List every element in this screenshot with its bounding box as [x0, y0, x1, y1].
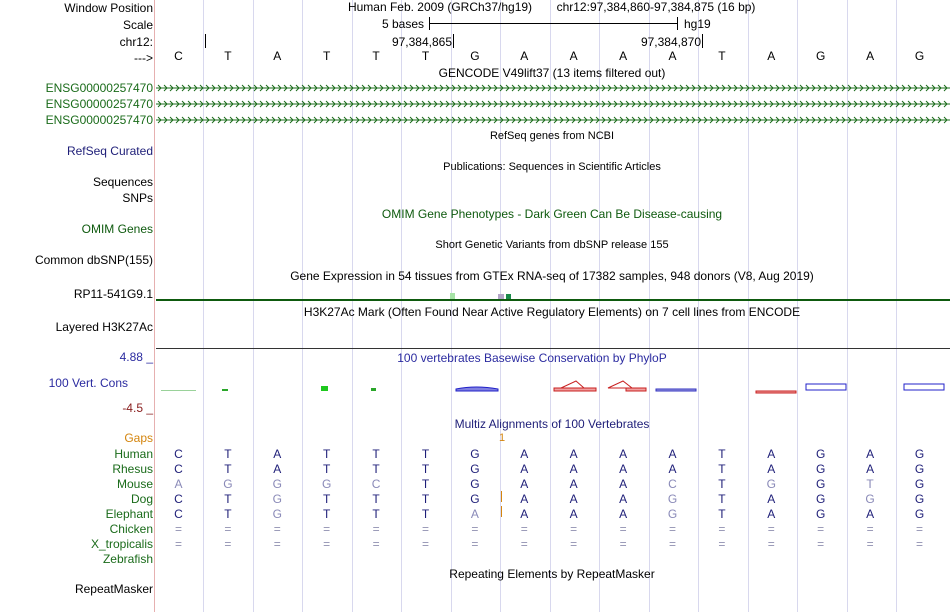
alignment-base: = [372, 537, 380, 551]
species-label[interactable]: Dog [130, 492, 153, 506]
gtex-expression-mark [506, 294, 511, 299]
alignment-base: G [470, 492, 480, 506]
alignment-base: A [569, 492, 578, 506]
alignment-base: G [223, 477, 233, 491]
chrom-label: chr12: [119, 35, 153, 49]
alignment-base: G [816, 507, 826, 521]
sequences-label[interactable]: Sequences [92, 175, 153, 189]
alignment-base: G [766, 477, 776, 491]
alignment-base: T [323, 447, 331, 461]
alignment-base: = [224, 537, 232, 551]
alignment-base: = [224, 522, 232, 536]
alignment-base: = [273, 522, 281, 536]
sequence-base: A [569, 49, 578, 63]
alignment-base: T [224, 507, 232, 521]
alignment-base: T [323, 507, 331, 521]
gencode-title: GENCODE V49lift37 (13 items filtered out) [438, 66, 666, 80]
alignment-base: C [174, 492, 183, 506]
alignment-base: T [323, 462, 331, 476]
gencode-item-label[interactable]: ENSG00000257470 [45, 113, 153, 127]
alignment-base: A [174, 477, 183, 491]
sequence-base: A [668, 49, 677, 63]
label-divider [154, 0, 155, 612]
alignment-base: C [174, 507, 183, 521]
alignment-base: T [718, 507, 726, 521]
alignment-base: G [470, 462, 480, 476]
alignment-base: G [816, 462, 826, 476]
alignment-base: T [718, 477, 726, 491]
ruler-tick [205, 34, 206, 48]
sequence-base: A [273, 49, 282, 63]
publications-title: Publications: Sequences in Scientific Articles [443, 161, 661, 173]
sequence-base: G [914, 49, 925, 63]
alignment-base: C [668, 477, 677, 491]
h3k27ac-title: H3K27Ac Mark (Often Found Near Active Regulatory Elements) on 7 cell lines from ENCODE [303, 305, 801, 319]
alignment-base: G [816, 492, 826, 506]
alignment-base: T [372, 462, 380, 476]
multiz-title: Multiz Alignments of 100 Vertebrates [454, 417, 650, 431]
alignment-base: A [866, 462, 875, 476]
alignment-base: A [569, 447, 578, 461]
sequence-base: T [224, 49, 232, 63]
scale-db: hg19 [684, 17, 711, 31]
alignment-base: A [866, 447, 875, 461]
alignment-base: A [520, 477, 529, 491]
alignment-base: = [323, 537, 331, 551]
gtex-expression-mark [450, 293, 455, 299]
gap-marker [501, 491, 502, 502]
alignment-base: = [421, 522, 429, 536]
alignment-base: G [914, 507, 925, 521]
window-position-label: Window Position [64, 1, 153, 15]
strand-arrow: ---> [134, 51, 153, 65]
alignment-base: A [619, 492, 628, 506]
alignment-base: T [421, 507, 430, 521]
alignment-base: G [272, 477, 282, 491]
alignment-base: = [866, 522, 874, 536]
repeatmasker-label[interactable]: RepeatMasker [74, 582, 153, 596]
alignment-base: T [718, 492, 726, 506]
coord-left: 97,384,865 [391, 35, 452, 49]
alignment-base: G [272, 507, 282, 521]
sequence-base: A [520, 49, 529, 63]
sequence-base: A [619, 49, 628, 63]
alignment-base: G [667, 507, 678, 521]
sequence-base: T [372, 49, 380, 63]
gtex-label[interactable]: RP11-541G9.1 [73, 287, 153, 301]
species-label[interactable]: X_tropicalis [90, 537, 153, 551]
alignment-base: = [866, 537, 874, 551]
alignment-base: T [372, 507, 380, 521]
alignment-base: = [619, 522, 627, 536]
alignment-base: A [619, 447, 628, 461]
alignment-base: = [174, 522, 182, 536]
alignment-base: A [619, 477, 628, 491]
scale-bar [429, 17, 678, 30]
alignment-base: = [273, 537, 281, 551]
alignment-base: G [816, 477, 826, 491]
alignment-base: C [174, 462, 183, 476]
alignment-base: T [421, 477, 430, 491]
alignment-base: G [470, 477, 480, 491]
alignment-base: = [471, 522, 479, 536]
alignment-base: A [619, 507, 628, 521]
alignment-base: T [421, 492, 430, 506]
alignment-base: A [520, 462, 529, 476]
species-label[interactable]: Elephant [105, 507, 153, 521]
alignment-base: A [273, 447, 282, 461]
alignment-base: A [767, 492, 776, 506]
alignment-base: G [914, 447, 925, 461]
alignment-base: G [914, 492, 925, 506]
alignment-base: A [520, 507, 529, 521]
omim-label[interactable]: OMIM Genes [81, 222, 153, 236]
gencode-item-label[interactable]: ENSG00000257470 [45, 81, 153, 95]
alignment-base: T [421, 462, 430, 476]
alignment-base: = [668, 537, 676, 551]
scale-text: 5 bases [381, 17, 424, 31]
alignment-base: = [767, 522, 775, 536]
sequence-base: G [816, 49, 826, 63]
refseq-title: RefSeq genes from NCBI [489, 130, 615, 142]
alignment-base: G [470, 447, 480, 461]
alignment-base: A [767, 462, 776, 476]
alignment-base: G [914, 477, 925, 491]
alignment-base: G [816, 447, 826, 461]
alignment-base: G [914, 462, 925, 476]
gencode-item-label[interactable]: ENSG00000257470 [45, 97, 153, 111]
alignment-base: = [915, 537, 923, 551]
alignment-base: = [817, 522, 825, 536]
alignment-base: G [322, 477, 332, 491]
scale-label: Scale [122, 18, 153, 32]
species-label[interactable]: Zebrafish [102, 552, 153, 566]
alignment-base: T [224, 462, 232, 476]
alignment-base: = [421, 537, 429, 551]
gap-count: 1 [499, 432, 506, 444]
alignment-base: = [718, 522, 726, 536]
gtex-gene-bar[interactable] [156, 299, 950, 301]
alignment-base: = [174, 537, 182, 551]
alignment-base: T [323, 492, 331, 506]
alignment-base: A [668, 447, 677, 461]
coord-right: 97,384,870 [640, 35, 701, 49]
alignment-base: C [174, 447, 183, 461]
alignment-base: = [520, 522, 528, 536]
phylop-conservation-plot[interactable] [156, 378, 950, 398]
alignment-base: A [767, 447, 776, 461]
alignment-base: = [915, 522, 923, 536]
refseq-label[interactable]: RefSeq Curated [66, 144, 153, 158]
h3k27ac-baseline [156, 348, 950, 349]
alignment-base: A [520, 492, 529, 506]
alignment-base: T [224, 492, 232, 506]
dbsnp-label[interactable]: Common dbSNP(155) [34, 253, 153, 267]
sequence-base: T [718, 49, 726, 63]
alignment-base: A [569, 462, 578, 476]
gencode-gene-features[interactable] [156, 80, 950, 128]
sequence-base: A [866, 49, 875, 63]
alignment-base: A [273, 462, 282, 476]
dbsnp-title: Short Genetic Variants from dbSNP release 155 [435, 239, 669, 251]
alignment-base: T [372, 447, 380, 461]
alignment-base: = [668, 522, 676, 536]
alignment-base: T [224, 447, 232, 461]
ruler-tick [702, 34, 703, 48]
species-label[interactable]: Rhesus [112, 462, 153, 476]
alignment-base: A [569, 507, 578, 521]
alignment-base: = [323, 522, 331, 536]
ruler-tick [453, 34, 454, 48]
snps-label[interactable]: SNPs [122, 191, 153, 205]
sequence-base: T [323, 49, 331, 63]
alignment-base: A [767, 507, 776, 521]
species-label[interactable]: Chicken [109, 522, 153, 536]
phylop-max-label: 4.88 _ [119, 350, 153, 364]
sequence-base: A [767, 49, 776, 63]
alignment-base: G [272, 492, 282, 506]
alignment-base: A [569, 477, 578, 491]
phylop-label[interactable]: 100 Vert. Cons [48, 376, 128, 390]
alignment-base: T [421, 447, 430, 461]
alignment-base: A [520, 447, 529, 461]
alignment-base: A [619, 462, 628, 476]
alignment-base: = [520, 537, 528, 551]
sequence-base: T [421, 49, 430, 63]
omim-title: OMIM Gene Phenotypes - Dark Green Can Be Disease-causing [381, 207, 723, 221]
alignment-base: = [372, 522, 380, 536]
alignment-base: = [767, 537, 775, 551]
alignment-base: = [570, 522, 578, 536]
alignment-base: C [371, 477, 381, 491]
alignment-base: A [470, 507, 479, 521]
repeatmasker-title: Repeating Elements by RepeatMasker [449, 567, 655, 581]
phylop-title: 100 vertebrates Basewise Conservation by PhyloP [397, 351, 667, 365]
alignment-base: G [667, 492, 678, 506]
alignment-base: T [718, 462, 726, 476]
alignment-base: = [718, 537, 726, 551]
h3k27ac-label[interactable]: Layered H3K27Ac [55, 320, 153, 334]
alignment-base: = [471, 537, 479, 551]
sequence-base: C [174, 49, 183, 63]
alignment-base: A [866, 507, 875, 521]
alignment-base: T [866, 477, 874, 491]
window-position-value[interactable]: chr12:97,384,860-97,384,875 (16 bp) [556, 0, 756, 14]
gtex-expression-mark [498, 294, 504, 299]
alignment-base: A [668, 462, 677, 476]
alignment-base: = [570, 537, 578, 551]
species-label[interactable]: Mouse [116, 477, 153, 491]
gap-marker [501, 506, 502, 517]
sequence-base: G [470, 49, 480, 63]
alignment-base: = [817, 537, 825, 551]
phylop-min-label: -4.5 _ [122, 401, 153, 415]
gaps-label[interactable]: Gaps [124, 431, 153, 445]
alignment-base: G [865, 492, 875, 506]
species-label[interactable]: Human [114, 447, 153, 461]
assembly-name: Human Feb. 2009 (GRCh37/hg19) [347, 0, 533, 14]
gtex-title: Gene Expression in 54 tissues from GTEx RNA-seq of 17382 samples, 948 donors (V8, Aug 2019) [290, 269, 814, 283]
alignment-base: T [372, 492, 380, 506]
alignment-base: = [619, 537, 627, 551]
alignment-base: T [718, 447, 726, 461]
